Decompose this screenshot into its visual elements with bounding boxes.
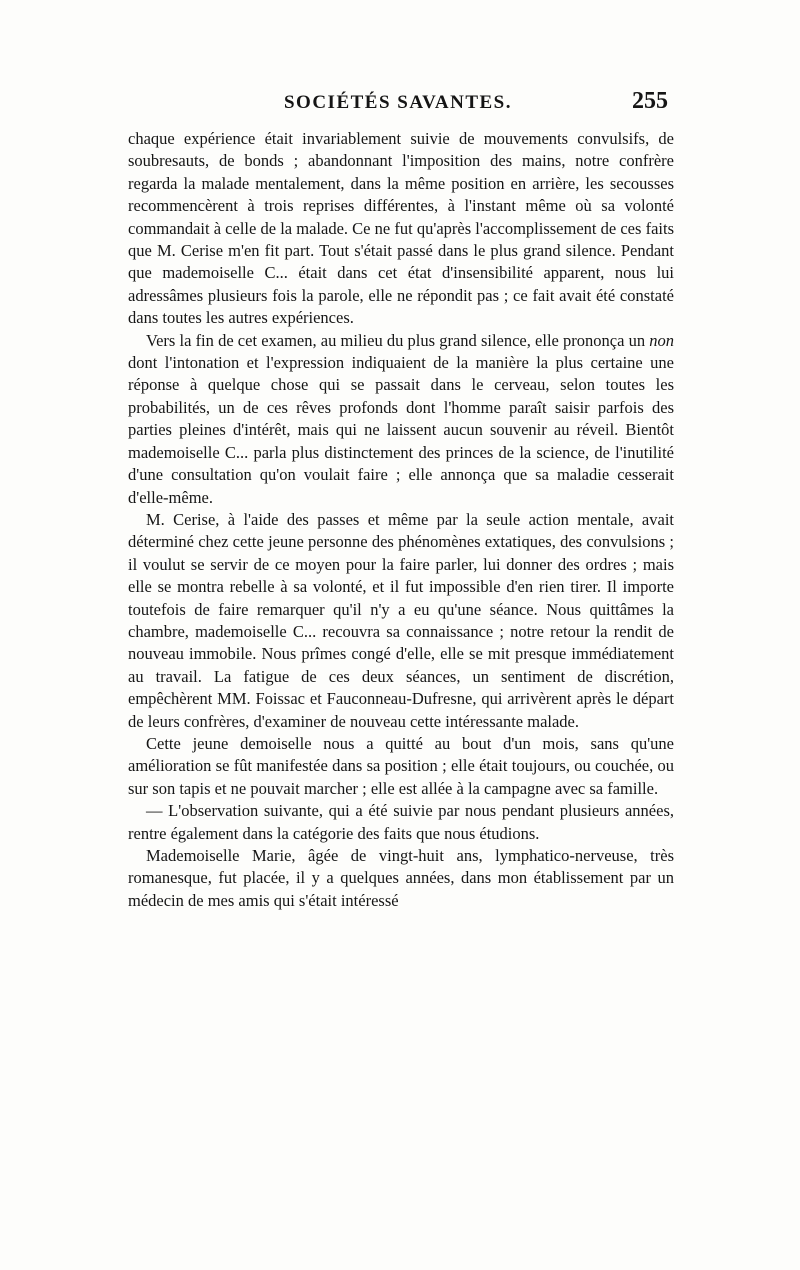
running-title: SOCIÉTÉS SAVANTES. xyxy=(283,92,512,113)
paragraph: chaque expérience était invariablement suivie de mouvements convulsifs, de soubresauts, de bonds ; abandonnant l'imposition des mains, notre confrère regarda la malade mentalement, dans la même position en arrière, les secousses recommencèrent à trois reprises différentes, à l'instant même où sa volonté commandait à celle de la malade. Ce ne fut qu'après l'accomplissement de ces faits que M. Cerise m'en fit part. Tout s'était passé dans le plus grand silence. Pendant que mademoiselle C... était dans cet état d'insensibilité apparent, nous lui adressâmes plusieurs fois la parole, elle ne répondit pas ; ce fait avait été constaté dans toutes les autres expériences. xyxy=(128,129,674,328)
running-head xyxy=(128,88,668,118)
page-number: 255 xyxy=(632,88,668,114)
paragraph-text: Vers la fin de cet examen, au milieu du plus grand silence, elle prononça un xyxy=(146,330,650,350)
italic-word: non xyxy=(649,330,674,350)
paragraph: Mademoiselle Marie, âgée de vingt-huit ans, lymphatico-nerveuse, très romanesque, fut placée, il y a quelques années, dans mon établissement par un médecin de mes amis qui s'était intéressé xyxy=(128,846,674,910)
paragraph: M. Cerise, à l'aide des passes et même par la seule action mentale, avait déterminé chez cette jeune personne des phénomènes extatiques, des convulsions ; il voulut se servir de ce moyen pour la faire parler, lui donner des ordres ; mais elle se montra rebelle à sa volonté, et il fut impossible d'en rien tirer. Il importe toutefois de faire remarquer qu'il n'y a eu qu'une séance. Nous quittâmes la chambre, mademoiselle C... recouvra sa connaissance ; notre retour la rendit de nouveau immobile. Nous prîmes congé d'elle, elle se mit presque immédiatement au travail. La fatigue de ces deux séances, un sentiment de discrétion, empêchèrent MM. Foissac et Fauconneau-Dufresne, qui arrivèrent après le départ de leurs confrères, d'examiner de nouveau cette intéressante malade. xyxy=(128,509,674,731)
body-text xyxy=(128,128,674,912)
paragraph-text: dont l'intonation et l'expression indiquaient de la manière la plus certaine une réponse à quelque chose qui se passait dans le cerveau, selon toutes les probabilités, un de ces rêves profonds dont l'homme paraît saisir parfois des parties pleines d'intérêt, mais qui ne laissent aucun souvenir au réveil. Bientôt mademoiselle C... parla plus distinctement des princes de la science, de l'inutilité d'une consultation qu'on voulait faire ; elle annonça que sa maladie cesserait d'elle-même. xyxy=(128,353,674,507)
paragraph: Cette jeune demoiselle nous a quitté au bout d'un mois, sans qu'une amélioration se fût manifestée dans sa position ; elle était toujours, ou couchée, ou sur son tapis et ne pouvait marcher ; elle est allée à la campagne avec sa famille. xyxy=(128,733,674,798)
paragraph: — L'observation suivante, qui a été suivie par nous pendant plusieurs années, rentre également dans la catégorie des faits que nous étudions. xyxy=(128,801,674,843)
paragraph xyxy=(128,330,674,509)
